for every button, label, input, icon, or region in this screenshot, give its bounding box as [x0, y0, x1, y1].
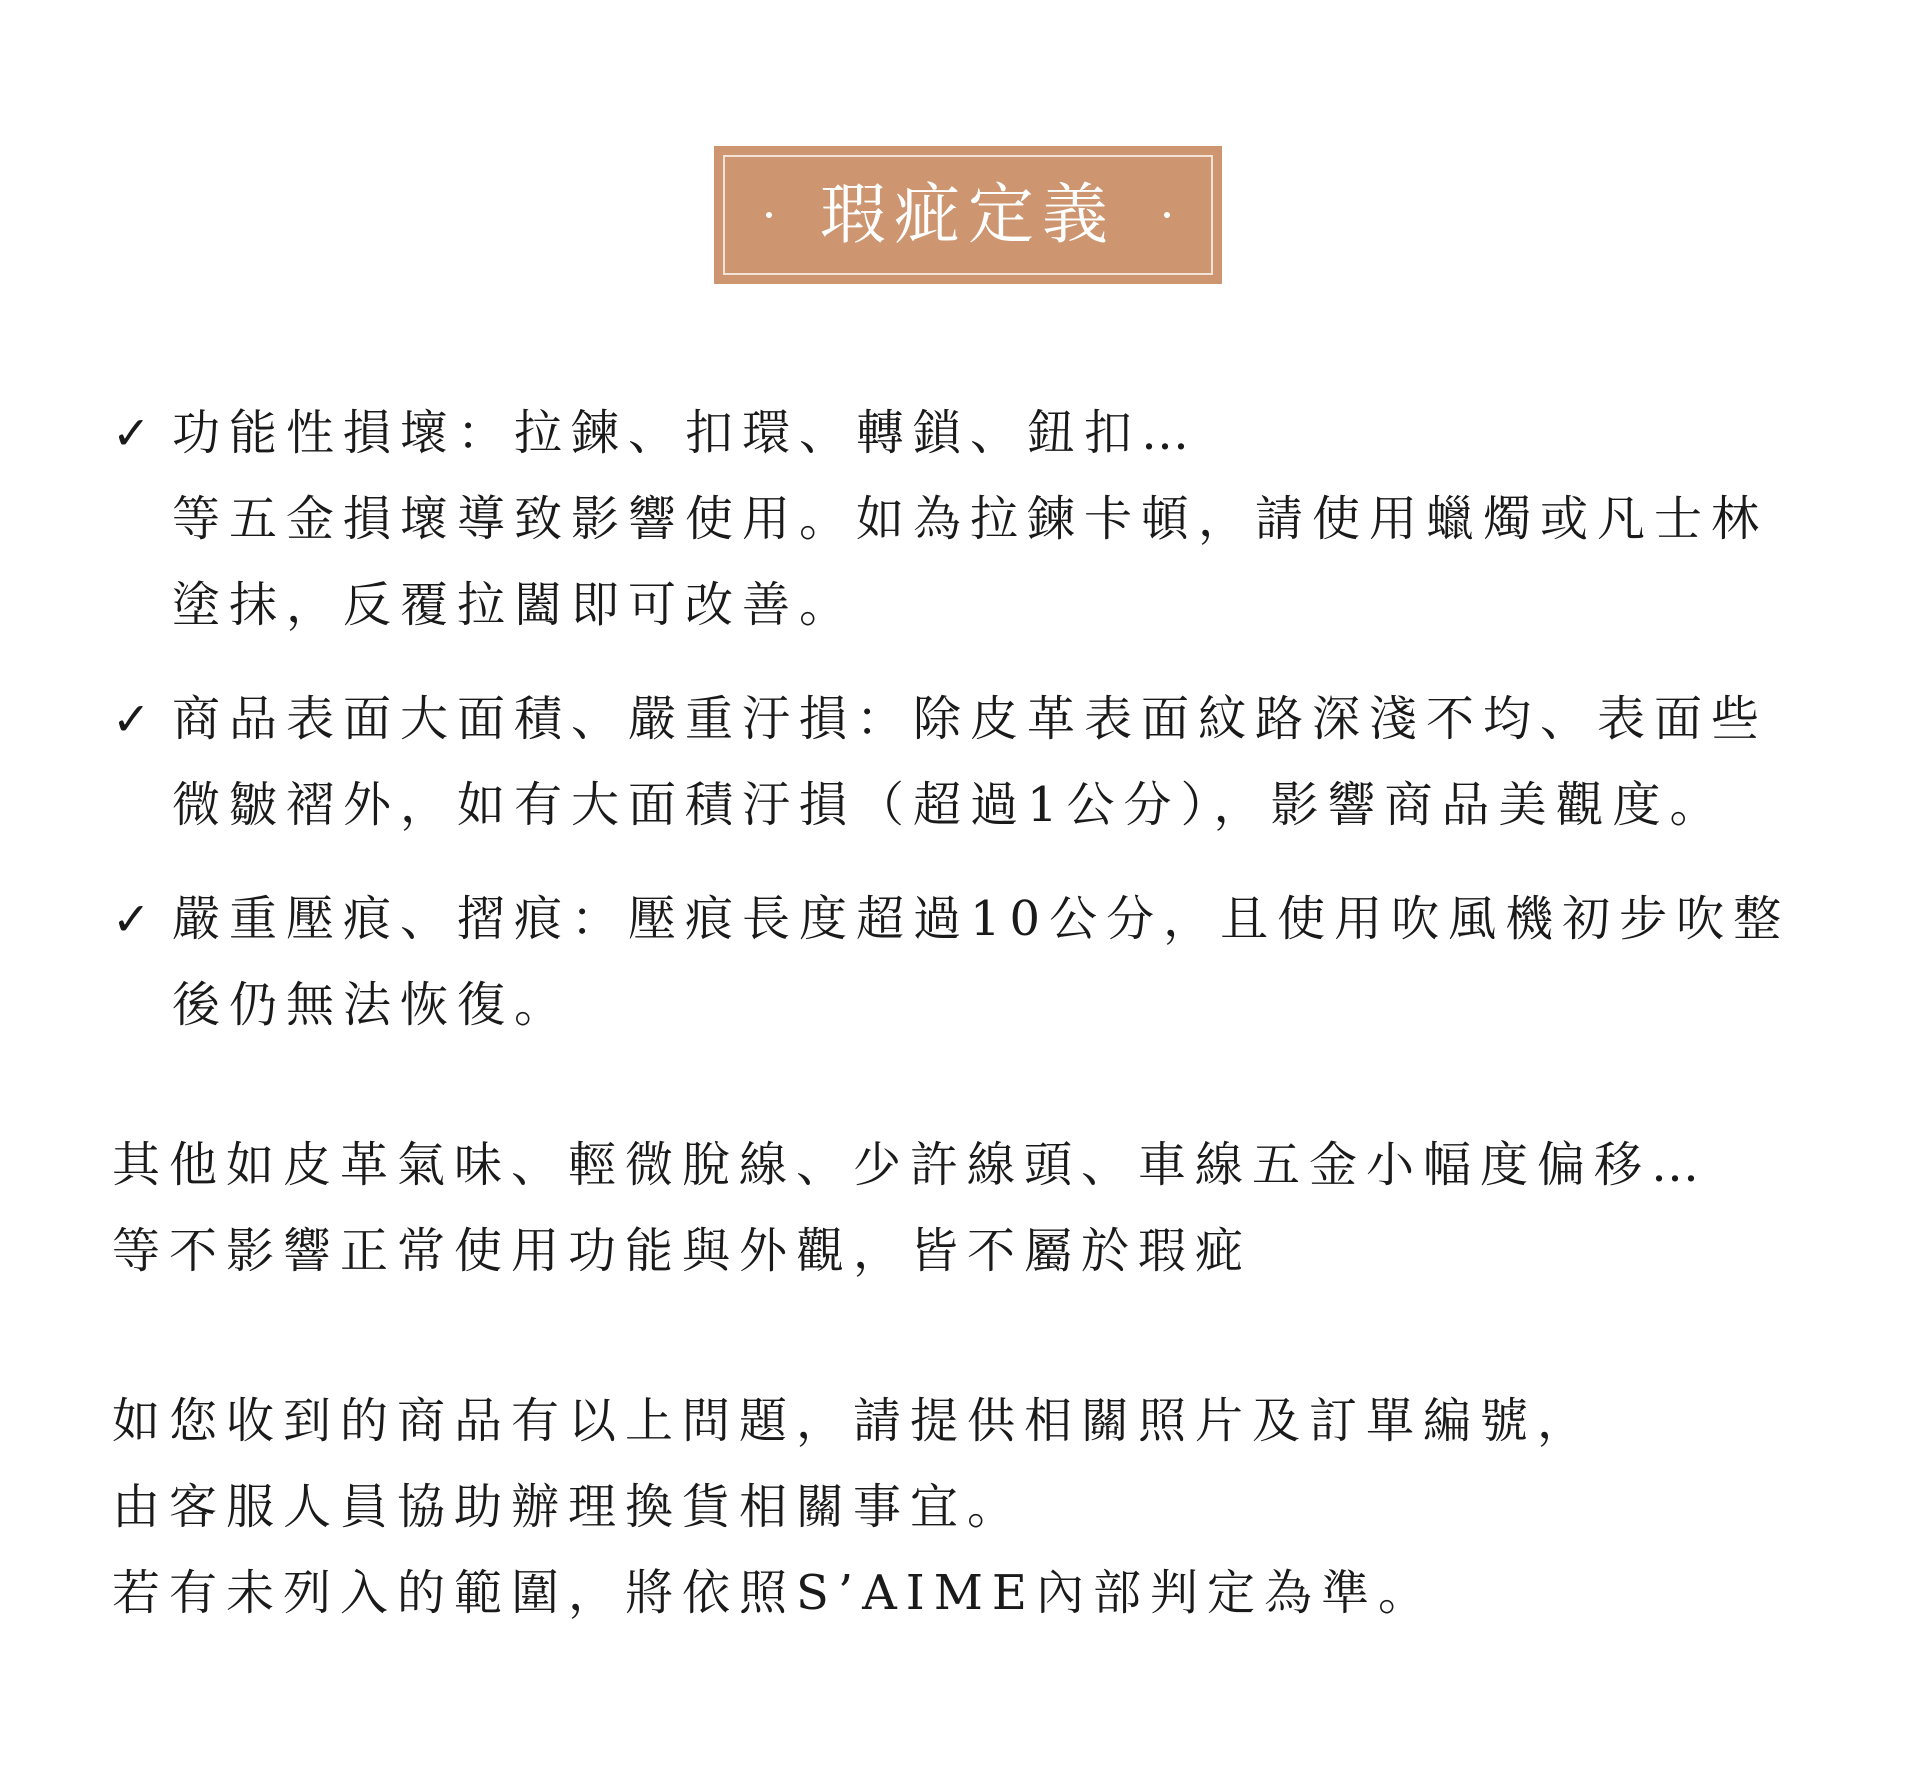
item-line: 功能性損壞：拉鍊、扣環、轉鎖、鈕扣… — [172, 405, 1199, 461]
title-dot-left-icon — [766, 212, 772, 218]
note-line: 等不影響正常使用功能與外觀，皆不屬於瑕疵 — [112, 1223, 1253, 1279]
note-line: 其他如皮革氣味、輕微脫線、少許線頭、車線五金小幅度偏移… — [112, 1137, 1709, 1193]
item-line: 塗抹，反覆拉闔即可改善。 — [172, 577, 857, 633]
contact-line: 由客服人員協助辦理換貨相關事宜。 — [112, 1479, 1025, 1535]
defect-item-surface — [112, 676, 1832, 848]
check-icon: ✓ — [112, 406, 151, 460]
check-icon: ✓ — [112, 892, 151, 946]
page-title: 瑕疵定義 — [820, 176, 1116, 253]
item-line: 後仍無法恢復。 — [172, 977, 572, 1033]
title-frame — [723, 155, 1213, 275]
contact-note — [112, 1378, 1832, 1636]
contact-line: 如您收到的商品有以上問題，請提供相關照片及訂單編號， — [112, 1393, 1595, 1449]
item-line: 嚴重壓痕、摺痕：壓痕長度超過10公分，且使用吹風機初步吹整 — [172, 891, 1791, 947]
item-line: 商品表面大面積、嚴重汙損：除皮革表面紋路深淺不均、表面些 — [172, 691, 1769, 747]
contact-line: 若有未列入的範圍，將依照S’AIME內部判定為準。 — [112, 1565, 1435, 1621]
defect-item-functional — [112, 390, 1832, 648]
defect-content — [112, 390, 1832, 1636]
item-line: 微皺褶外，如有大面積汙損（超過1公分），影響商品美觀度。 — [172, 777, 1727, 833]
title-dot-right-icon — [1164, 212, 1170, 218]
non-defect-note — [112, 1122, 1832, 1294]
title-banner — [714, 146, 1222, 284]
defect-item-crease — [112, 876, 1832, 1048]
item-line: 等五金損壞導致影響使用。如為拉鍊卡頓，請使用蠟燭或凡士林 — [172, 491, 1769, 547]
check-icon: ✓ — [112, 692, 151, 746]
